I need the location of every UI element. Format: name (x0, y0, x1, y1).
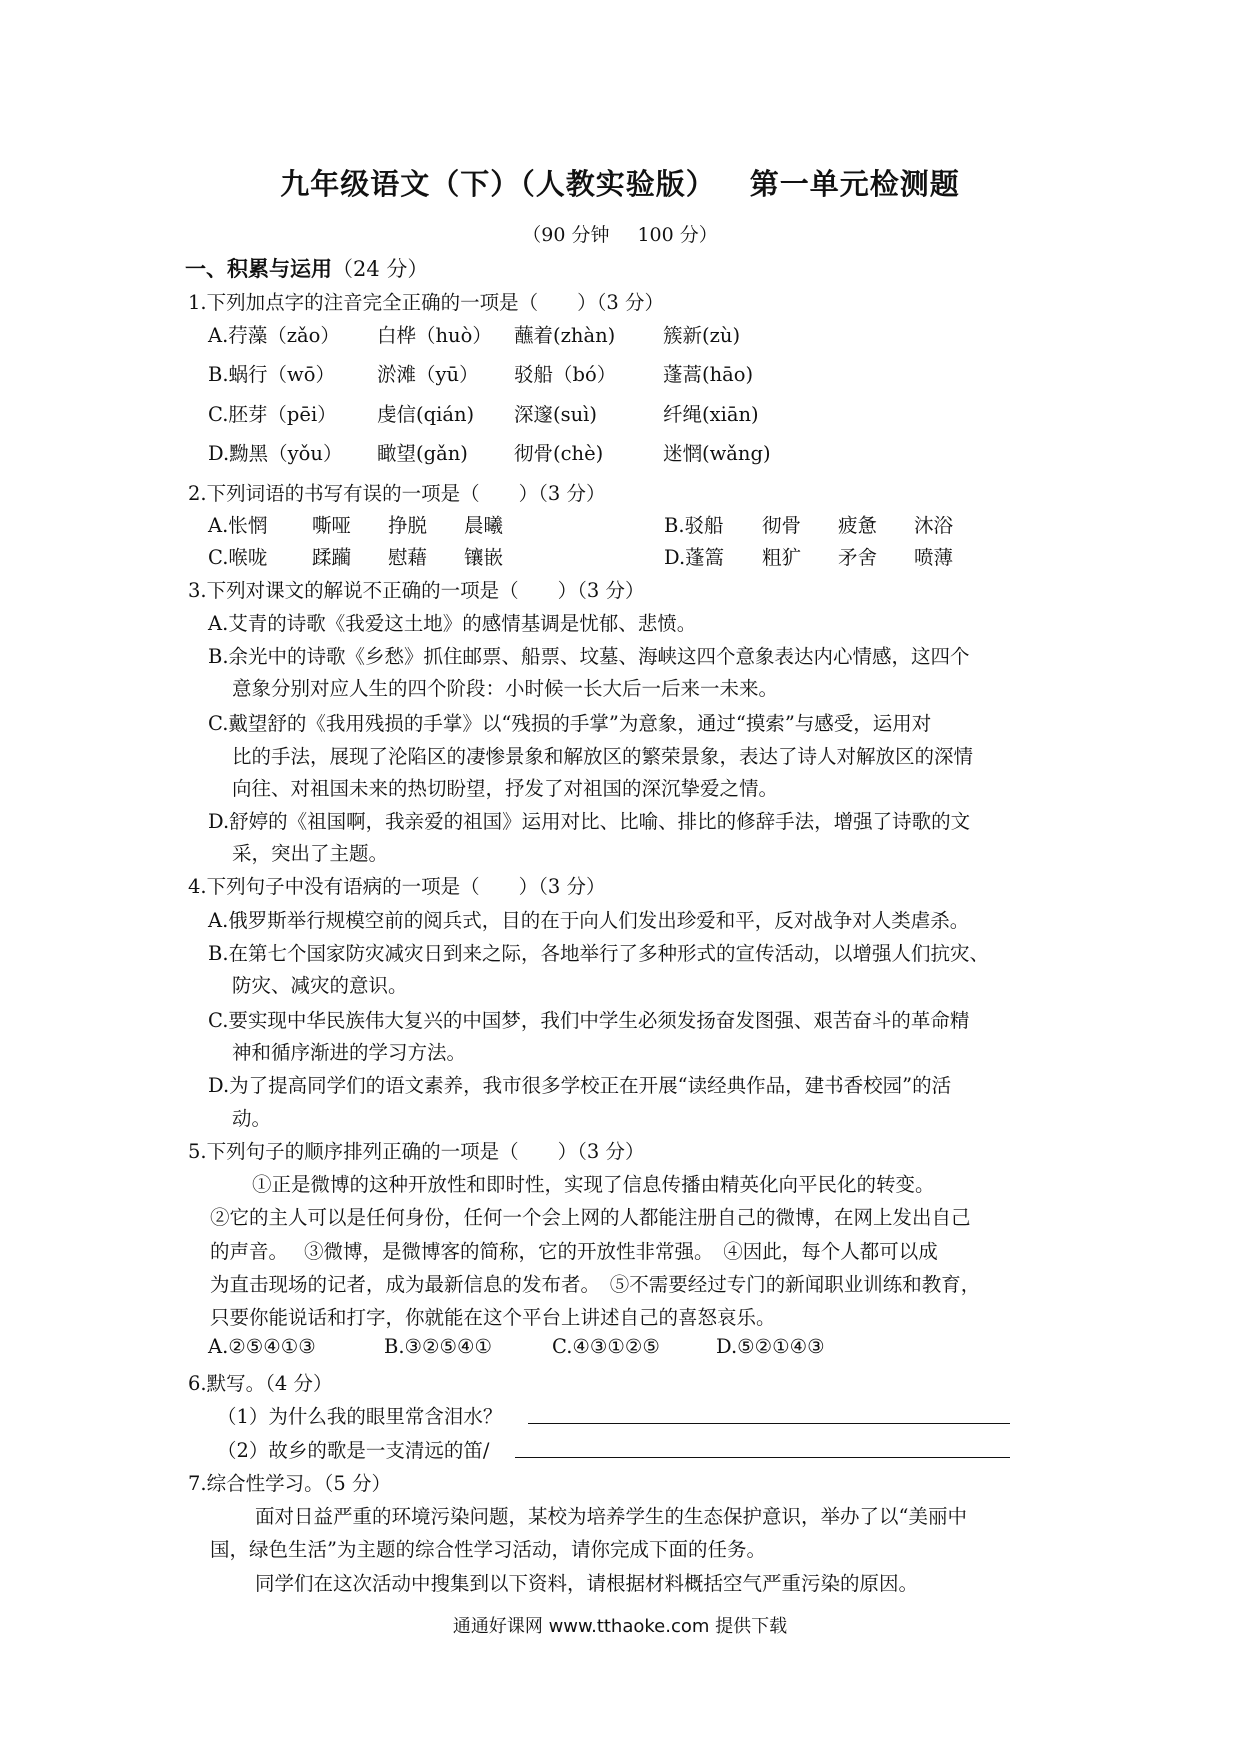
option-cell: 蘸着(zhàn) (514, 324, 616, 347)
option-cell: 彻骨(chè) (514, 442, 604, 465)
option-cell: 挣脱 (388, 514, 428, 537)
question-5-stem: 5.下列句子的顺序排列正确的一项是（ ）（3 分） (188, 1140, 645, 1163)
option-cell: B.③②⑤④① (384, 1335, 492, 1358)
question-3-option-c: C.戴望舒的《我用残损的手掌》以“残损的手掌”为意象，通过“摸索”与感受，运用对 (208, 712, 932, 735)
option-cell: 纤绳(xiān) (663, 403, 759, 426)
option-cell: A.荇藻（zǎo） (208, 324, 340, 347)
question-4-option-d-cont: 动。 (232, 1107, 272, 1130)
page-title (0, 162, 1240, 203)
option-cell: 彻骨 (762, 514, 802, 537)
question-7-paragraph: 国，绿色生活”为主题的综合性学习活动，请你完成下面的任务。 (210, 1538, 766, 1561)
question-5-sentence: 只要你能说话和打字，你就能在这个平台上讲述自己的喜怒哀乐。 (210, 1306, 776, 1329)
answer-blank-line[interactable] (528, 1423, 1010, 1424)
question-4-option-d: D.为了提高同学们的语文素养，我市很多学校正在开展“读经典作品，建书香校园”的活 (208, 1074, 952, 1097)
title-unit: 第一单元检测题 (749, 167, 960, 201)
option-cell: 沐浴 (914, 514, 954, 537)
option-cell: 簇新(zù) (663, 324, 741, 347)
section-points: （24 分） (332, 257, 429, 281)
option-cell: 粗犷 (762, 546, 802, 569)
option-cell: A.②⑤④①③ (208, 1335, 316, 1358)
option-cell: C.喉咙 (208, 546, 268, 569)
option-cell: B.驳船 (664, 514, 724, 537)
question-3-option-d-cont: 采，突出了主题。 (232, 842, 389, 865)
option-cell: 淤滩（yū） (377, 363, 479, 386)
option-cell: 矛舍 (838, 546, 878, 569)
question-7-stem: 7.综合性学习。（5 分） (188, 1472, 391, 1495)
question-3-option-d: D.舒婷的《祖国啊，我亲爱的祖国》运用对比、比喻、排比的修辞手法，增强了诗歌的文 (208, 810, 971, 833)
exam-time: （90 分钟 (522, 224, 610, 246)
question-5-sentence: ②它的主人可以是任何身份，任何一个会上网的人都能注册自己的微博，在网上发出自己 (210, 1206, 971, 1229)
question-3-option-c-cont: 向往、对祖国未来的热切盼望，抒发了对祖国的深沉挚爱之情。 (232, 777, 779, 800)
section-title: 一、积累与运用 (185, 257, 332, 281)
question-3-option-b: B.余光中的诗歌《乡愁》抓住邮票、船票、坟墓、海峡这四个意象表达内心情感，这四个 (208, 645, 970, 668)
question-3-option-c-cont: 比的手法，展现了沦陷区的凄惨景象和解放区的繁荣景象，表达了诗人对解放区的深情 (232, 745, 974, 768)
option-cell: 慰藉 (388, 546, 428, 569)
question-4-stem: 4.下列句子中没有语病的一项是（ ）（3 分） (188, 875, 606, 898)
option-cell: C.④③①②⑤ (552, 1335, 660, 1358)
question-5-sentence: 为直击现场的记者，成为最新信息的发布者。 ⑤不需要经过专门的新闻职业训练和教育， (210, 1273, 981, 1296)
question-5-sentence: ①正是微博的这种开放性和即时性，实现了信息传播由精英化向平民化的转变。 (252, 1173, 935, 1196)
question-2-stem: 2.下列词语的书写有误的一项是（ ）（3 分） (188, 482, 606, 505)
option-cell: 瞰望(gǎn) (377, 442, 468, 465)
question-4-option-c-cont: 神和循序渐进的学习方法。 (232, 1041, 467, 1064)
footer-watermark: 通通好课网 www.tthaoke.com 提供下载 (452, 1616, 788, 1637)
exam-info (0, 220, 1240, 247)
option-cell: D.黝黑（yǒu） (208, 442, 343, 465)
question-6-item-2: （2）故乡的歌是一支清远的笛/ (217, 1439, 490, 1462)
option-cell: 喷薄 (914, 546, 954, 569)
question-3-option-b-cont: 意象分别对应人生的四个阶段：小时候一长大后一后来一未来。 (232, 677, 779, 700)
option-cell: 嘶哑 (312, 514, 352, 537)
question-7-paragraph: 同学们在这次活动中搜集到以下资料，请根据材料概括空气严重污染的原因。 (255, 1572, 919, 1595)
question-5-sentence: 的声音。 ③微博，是微博客的简称，它的开放性非常强。 ④因此，每个人都可以成 (210, 1240, 938, 1263)
question-6-item-1: （1）为什么我的眼里常含泪水？ (217, 1405, 503, 1428)
option-cell: 镶嵌 (464, 546, 504, 569)
option-cell: 驳船（bó） (514, 363, 617, 386)
option-cell: 蓬蒿(hāo) (663, 363, 754, 386)
question-3-stem: 3.下列对课文的解说不正确的一项是（ ）（3 分） (188, 579, 645, 602)
question-1-stem: 1.下列加点字的注音完全正确的一项是（ ）（3 分） (188, 291, 664, 314)
question-4-option-a: A.俄罗斯举行规模空前的阅兵式，目的在于向人们发出珍爱和平，反对战争对人类虐杀。 (208, 909, 970, 932)
exam-score: 100 分） (637, 224, 718, 246)
question-3-option-a: A.艾青的诗歌《我爱这土地》的感情基调是忧郁、悲愤。 (208, 612, 697, 635)
title-main: 九年级语文（下）（人教实验版） (280, 167, 716, 201)
section-heading (185, 253, 428, 283)
option-cell: 蹂躏 (312, 546, 352, 569)
option-cell: C.胚芽（pēi） (208, 403, 337, 426)
question-6-stem: 6.默写。（4 分） (188, 1372, 333, 1395)
option-cell: A.怅惘 (208, 514, 268, 537)
question-4-option-c: C.要实现中华民族伟大复兴的中国梦，我们中学生必须发扬奋发图强、艰苦奋斗的革命精 (208, 1009, 970, 1032)
option-cell: D.蓬篙 (664, 546, 725, 569)
option-cell: 疲惫 (838, 514, 878, 537)
answer-blank-line[interactable] (515, 1457, 1010, 1458)
option-cell: 晨曦 (464, 514, 504, 537)
question-4-option-b-cont: 防灾、减灾的意识。 (232, 974, 408, 997)
question-7-paragraph: 面对日益严重的环境污染问题，某校为培养学生的生态保护意识，举办了以“美丽中 (255, 1505, 967, 1528)
option-cell: 虔信(qián) (377, 403, 475, 426)
option-cell: 白桦（huò） (377, 324, 492, 347)
option-cell: 深邃(suì) (514, 403, 598, 426)
question-4-option-b: B.在第七个国家防灾减灾日到来之际，各地举行了多种形式的宣传活动，以增强人们抗灾、 (208, 942, 990, 965)
option-cell: D.⑤②①④③ (716, 1335, 825, 1358)
option-cell: 迷惘(wǎng) (663, 442, 771, 465)
option-cell: B.蜗行（wō） (208, 363, 335, 386)
